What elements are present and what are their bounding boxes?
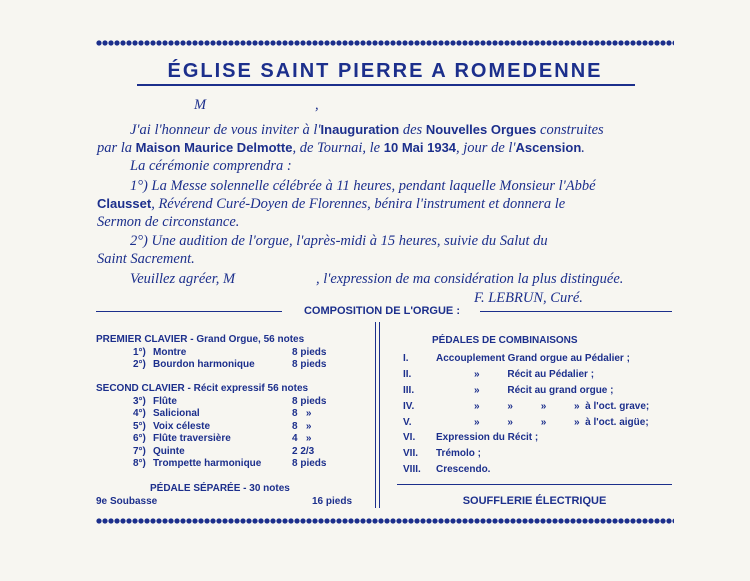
combinaison-4-num: IV. bbox=[403, 401, 415, 412]
invite-text: , jour de l' bbox=[456, 140, 516, 156]
stop-1-num: 1°) bbox=[133, 347, 146, 358]
title-underline bbox=[137, 84, 635, 86]
item-1-line-2 bbox=[97, 195, 565, 213]
stop-2-name: Bourdon harmonique bbox=[153, 359, 255, 370]
stop-4-num: 4°) bbox=[133, 408, 146, 419]
stop-1-name: Montre bbox=[153, 347, 187, 358]
stop-8-name: Trompette harmonique bbox=[153, 458, 262, 469]
composition-heading: COMPOSITION DE L'ORGUE : bbox=[303, 305, 460, 317]
item-1-text: , Révérend Curé-Doyen de Florennes, bénira l'instrument et donnera le bbox=[151, 196, 566, 212]
combinaison-2-num: II. bbox=[403, 369, 412, 380]
combinaison-5-num: V. bbox=[403, 417, 412, 428]
combinaison-2-text: » Récit au Pédalier ; bbox=[474, 369, 595, 380]
invite-ascension: Ascension bbox=[515, 140, 582, 155]
salutation-comma: , bbox=[315, 97, 319, 113]
invite-maison: Maison Maurice Delmotte bbox=[135, 140, 293, 155]
invite-text: J'ai l'honneur de vous inviter à l' bbox=[130, 122, 321, 138]
item-2-line-1: 2°) Une audition de l'orgue, l'après-midi à 15 heures, suivie du Salut du bbox=[130, 233, 548, 249]
bottom-decorative-border bbox=[96, 516, 674, 526]
item-1-line-1: 1°) La Messe solennelle célébrée à 11 heures, pendant laquelle Monsieur l'Abbé bbox=[130, 178, 596, 194]
combinaison-1-num: I. bbox=[403, 353, 409, 364]
closing-text: , l'expression de ma considération la plus distinguée. bbox=[316, 271, 624, 287]
invite-nouvelles-orgues: Nouvelles Orgues bbox=[425, 122, 537, 137]
stop-3-name: Flûte bbox=[153, 396, 177, 407]
stop-9-name: Soubasse bbox=[110, 496, 158, 507]
pedale-heading: PÉDALE SÉPARÉE - 30 notes bbox=[150, 483, 290, 494]
stop-1-size: 8 pieds bbox=[292, 347, 327, 358]
combinaison-8-text: Crescendo. bbox=[436, 464, 491, 475]
premier-clavier-heading: PREMIER CLAVIER - Grand Orgue, 56 notes bbox=[96, 334, 305, 345]
column-divider bbox=[379, 322, 380, 508]
invite-inauguration: Inauguration bbox=[320, 122, 400, 137]
stop-4-size: 8 » bbox=[292, 408, 312, 419]
combinaison-3-num: III. bbox=[403, 385, 415, 396]
closing-greeting: Veuillez agréer, M bbox=[130, 271, 236, 287]
invite-line-1 bbox=[130, 121, 604, 139]
stop-3-size: 8 pieds bbox=[292, 396, 327, 407]
combinaison-4-text: » » » » à l'oct. grave; bbox=[474, 401, 650, 412]
stop-5-size: 8 » bbox=[292, 421, 312, 432]
top-decorative-border bbox=[96, 38, 674, 48]
combinaisons-heading: PÉDALES DE COMBINAISONS bbox=[432, 335, 578, 346]
ceremony-intro: La cérémonie comprendra : bbox=[130, 158, 292, 174]
stop-5-name: Voix céleste bbox=[153, 421, 211, 432]
item-2-line-2: Saint Sacrement. bbox=[97, 251, 195, 267]
page-title: ÉGLISE SAINT PIERRE A ROMEDENNE bbox=[167, 60, 603, 82]
signature: F. LEBRUN, Curé. bbox=[474, 290, 583, 306]
invite-line-2 bbox=[97, 139, 585, 157]
stop-6-size: 4 » bbox=[292, 433, 312, 444]
stop-2-num: 2°) bbox=[133, 359, 146, 370]
invite-text: par la bbox=[97, 140, 136, 156]
combinaison-8-num: VIII. bbox=[403, 464, 421, 475]
soufflerie-label: SOUFFLERIE ÉLECTRIQUE bbox=[462, 495, 607, 507]
invite-text: . bbox=[581, 140, 585, 156]
second-clavier-heading: SECOND CLAVIER - Récit expressif 56 notes bbox=[96, 383, 309, 394]
invite-text: , de Tournai, le bbox=[292, 140, 384, 156]
combinaison-3-text: » Récit au grand orgue ; bbox=[474, 385, 614, 396]
combinaison-7-num: VII. bbox=[403, 448, 419, 459]
invite-text: construites bbox=[536, 122, 604, 138]
stop-4-name: Salicional bbox=[153, 408, 200, 419]
stop-9-num: 9e bbox=[96, 496, 108, 507]
salutation-m: M bbox=[194, 97, 207, 113]
stop-2-size: 8 pieds bbox=[292, 359, 327, 370]
stop-7-size: 2 2/3 bbox=[292, 446, 315, 457]
soufflerie-rule bbox=[397, 484, 672, 485]
stop-8-num: 8°) bbox=[133, 458, 146, 469]
combinaison-6-text: Expression du Récit ; bbox=[436, 432, 539, 443]
composition-rule-right bbox=[480, 311, 672, 312]
composition-rule-left bbox=[96, 311, 282, 312]
combinaison-5-text: » » » » à l'oct. aigüe; bbox=[474, 417, 649, 428]
combinaison-1-text: Accouplement Grand orgue au Pédalier ; bbox=[436, 353, 630, 364]
stop-9-size: 16 pieds bbox=[312, 496, 353, 507]
stop-6-name: Flûte traversière bbox=[153, 433, 231, 444]
stop-7-name: Quinte bbox=[153, 446, 185, 457]
item-1-clausset: Clausset bbox=[97, 196, 152, 211]
combinaison-6-num: VI. bbox=[403, 432, 416, 443]
item-1-line-3: Sermon de circonstance. bbox=[97, 214, 240, 230]
stop-5-num: 5°) bbox=[133, 421, 146, 432]
column-divider bbox=[375, 322, 376, 508]
invite-date: 10 Mai 1934 bbox=[383, 140, 457, 155]
invite-text: des bbox=[399, 122, 426, 138]
stop-8-size: 8 pieds bbox=[292, 458, 327, 469]
combinaison-7-text: Trémolo ; bbox=[436, 448, 482, 459]
stop-3-num: 3°) bbox=[133, 396, 146, 407]
stop-6-num: 6°) bbox=[133, 433, 146, 444]
stop-7-num: 7°) bbox=[133, 446, 146, 457]
